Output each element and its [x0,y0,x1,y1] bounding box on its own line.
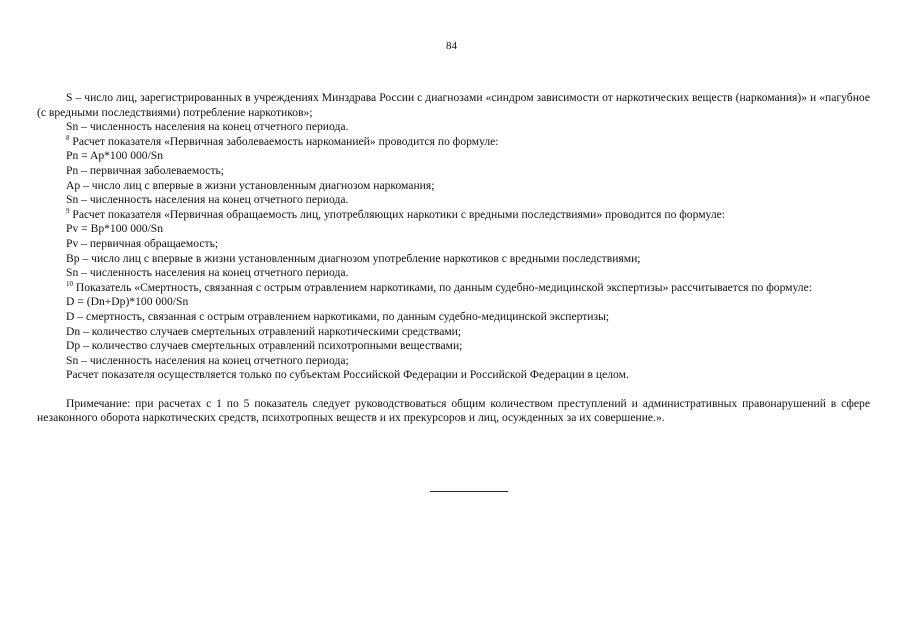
paragraph-pn-definition: Pn – первичная заболеваемость; [66,163,225,177]
footnote-10-heading: $^{10}$ Показатель «Смертность, связанная с острым отравлением наркотиками, по данным судебно-медицинской экспертизы» рассчитывается по формуле: [66,279,812,294]
paragraph-ap-definition: Ap – число лиц с впервые в жизни установленным диагнозом наркомания; [66,178,435,192]
paragraph-dp-definition: Dp – количество случаев смертельных отравлений психотропными веществами; [66,339,463,353]
paragraph-sn-definition: Sn – численность населения на конец отчетного периода. [66,120,349,134]
footnote-marker: 10 [66,279,73,288]
paragraph-sn-definition: Sn – численность населения на конец отчетного периода; [66,353,349,367]
paragraph-pv-definition: Pv – первичная обращаемость; [66,236,219,250]
formula-d: D = (Dn+Dp)*100 000/Sn [66,295,189,309]
document-body [37,91,870,426]
paragraph-dn-definition: Dn – количество случаев смертельных отравлений наркотическими средствами; [66,324,462,338]
paragraph-sn-definition: Sn – численность населения на конец отчетного периода. [66,266,349,280]
end-divider [430,491,508,492]
paragraph-s-definition: S – число лиц, зарегистрированных в учреждениях Минздрава России с диагнозами «синдром зависимости от наркотических веществ (наркомания)» и «пагубное (с вредными последствиями) потребление наркотиков»; [37,91,870,119]
paragraph-d-definition: D – смертность, связанная с острым отравлением наркотиками, по данным судебно-медицинской экспертизы; [66,309,610,323]
formula-pv: Pv = Bp*100 000/Sn [66,222,164,236]
footnote-marker: 9 [66,206,70,215]
paragraph-bp-definition: Bp – число лиц с впервые в жизни установленным диагнозом употребление наркотиков с вредными последствиями; [66,251,641,265]
footnote-8-heading: $^8$ Расчет показателя «Первичная заболеваемость наркоманией» проводится по формуле: [66,133,499,148]
note-paragraph: Примечание: при расчетах с 1 по 5 показатель следует руководствоваться общим количеством преступлений и административных правонарушений в сфере незаконного оборота наркотических средств, психотропных веществ и их прекурсоров и лиц, осужденных за их совершение.». [37,396,870,425]
footnote-marker: 8 [66,133,70,142]
paragraph-calculation-scope: Расчет показателя осуществляется только по субъектам Российской Федерации и Российской Федерации в целом. [66,368,629,382]
footnote-9-heading: $^9$ Расчет показателя «Первичная обращаемость лиц, употребляющих наркотики с вредными последствиями» проводится по формуле: [66,206,725,221]
formula-pn: Pn = Ap*100 000/Sn [66,149,164,163]
paragraph-sn-definition: Sn – численность населения на конец отчетного периода. [66,193,349,207]
page-number: 84 [446,40,457,52]
